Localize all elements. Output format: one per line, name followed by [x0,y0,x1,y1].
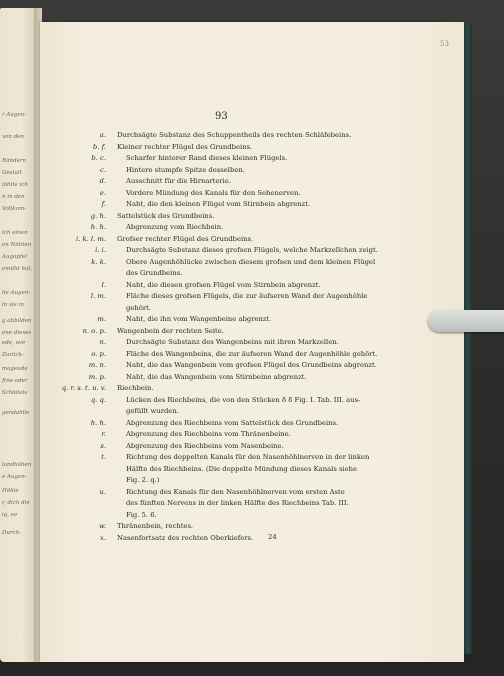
entry-label: b. f. [92,142,106,151]
entry-label: i. k. l. m. [75,234,106,243]
legend-entry [0,407,504,419]
entry-label: c. [100,165,106,174]
entry-label: w. [98,522,106,530]
entry-text: Durchsägte Substanz dieses grofsen Flügels, welche Markzellchen zeigt. [126,246,378,254]
entry-label: b. c. [91,154,106,162]
legend-entry [0,361,504,373]
legend-entry [0,476,504,488]
entry-text: des Grundbeins. [126,269,183,277]
legend-entry [0,396,504,408]
previous-page-text-fragment: ich einen [2,230,28,236]
entry-label: x. [100,533,106,542]
previous-page-text-fragment: r Augen- [2,112,27,118]
previous-page-text-fragment: ede, wie [2,340,26,346]
legend-entry [0,384,504,396]
previous-page-text-fragment: emüht hat, [2,266,33,272]
legend-entry [0,189,504,201]
entry-label: u. [99,487,106,496]
entry-text: Durchsägte Substanz des Schuppentheils des rechten Schläfebeins. [117,131,352,139]
entry-text: Fig. 5. 6. [126,510,157,519]
entry-label: t. [101,453,106,461]
previous-page-text-fragment: in sie in [2,302,24,308]
legend-entry [0,292,504,304]
legend-entry [0,235,504,247]
previous-page-text-fragment: iählte ich [2,182,28,188]
entry-text: gehört. [126,303,151,312]
previous-page-text-fragment: Schädels [2,390,28,396]
legend-entry [0,465,504,477]
legend-entry [0,373,504,385]
legend-entry [0,338,504,350]
entry-text: Grofser rechter Flügel des Grundbeins. [117,234,254,243]
legend-entry [0,304,504,316]
previous-page-text-fragment: Zurück- [2,352,24,358]
entry-label: n. [99,338,106,346]
entry-label: k. k. [91,257,106,266]
legend-entry [0,177,504,189]
entry-text: Thränenbein, rechtes. [117,522,194,530]
entry-label: f. [101,200,106,208]
entry-label: l. [101,280,106,289]
entry-text: Obere Augenhöhlücke zwischen diesem grofsen und dem kleinen Flügel [126,257,376,266]
entry-text: gefüllt wurden. [126,407,179,415]
entry-text: Hälfte des Riechbeins. (Die doppelte Mündung dieses Kanals siehe [126,464,358,473]
previous-page-text-fragment: n in den [2,194,25,200]
entry-text: Lücken des Riechbeins, die von den Stücken δ δ Fig. I. Tab. III. aus- [126,395,361,404]
previous-page-text-fragment: r, dich die [2,500,30,506]
legend-entry [0,281,504,293]
previous-page-text-fragment: Durch- [2,530,22,536]
previous-page-text-fragment: von den [2,134,25,140]
legend-entry [0,499,504,511]
entry-label: m. n. [88,361,106,369]
legend-entry [0,200,504,212]
entry-label: n. o. p. [82,326,106,335]
entry-label: m. p. [88,372,106,381]
page-number: 93 [215,111,228,122]
entry-text: Naht, die das Wangenbein vom Stirnbeine abgrenzt. [126,372,307,381]
entry-text: Sattelstück des Grundbeins. [117,211,215,220]
previous-page-text-fragment: Rändern [2,158,27,164]
entry-text: Vordere Mündung des Kanals für den Sehenerven. [126,188,301,197]
legend-entry [0,453,504,465]
entry-text: Wangenbein der rechten Seite. [117,326,224,335]
legend-entry [0,430,504,442]
entry-label: h. h. [90,418,106,427]
legend-entry [0,223,504,235]
entry-label: r. [101,430,106,438]
previous-page-text-fragment: Vollkom- [2,206,27,212]
entry-text: des fünften Nervens in der linken Hälfte des Riechbeins Tab. III. [126,499,349,507]
legend-entry [0,419,504,431]
entry-label: q. q. [90,395,106,404]
entry-text: Abgrenzung des Riechbeins vom Thränenbeine. [126,430,291,438]
legend-entry [0,154,504,166]
legend-entry [0,269,504,281]
previous-page-text-fragment: e Augen- [2,474,27,480]
legend-entry [0,442,504,454]
corner-pencil-mark: 53 [440,40,449,48]
entry-label: g. h. [90,211,106,220]
entry-text: Richtung des Kanals für den Nasenhöhlnerven vom ersten Aste [126,487,345,496]
entry-text: Naht, die das Wangenbein vom grofsen Flügel des Grundbeins abgrenzt. [126,361,377,369]
legend-entry [0,522,504,534]
entry-text: Naht, die diesen grofsen Flügel vom Stirnbein abgrenzt. [126,280,321,289]
previous-page-text-fragment: Augapfel [2,254,27,260]
legend-entry [0,315,504,327]
legend-entry [0,143,504,155]
entry-label: e. [99,188,106,197]
legend-entry [0,534,504,546]
entry-text: Abgrenzung des Riechbeins vom Sattelstück des Grundbeins. [126,418,339,427]
legend-entry [0,131,504,143]
entry-text: Naht, die den kleinen Flügel vom Stirnbein abgrenzt. [126,200,311,208]
entry-text: Scharfer hinterer Rand dieses kleinen Flügels. [126,154,288,162]
entry-label: o. p. [91,349,106,358]
entry-text: Kleiner rechter Flügel des Grundbeins. [117,142,253,151]
previous-page-text-fragment: ig, so [2,512,17,518]
legend-entry [0,350,504,362]
legend-entry [0,246,504,258]
signature-mark: 24 [268,533,277,541]
legend-entry [0,327,504,339]
previous-page-text-fragment: mageude [2,366,28,372]
entry-text: Richtung des doppelten Kanals für den Nasenhöhlnerven in der linken [126,453,370,461]
previous-page-text-fragment: he Augen- [2,290,31,296]
entry-text: Riechbein. [117,384,154,392]
entry-text: Fig. 2. q.) [126,476,160,484]
previous-page-text-fragment: en Näthen [2,242,32,248]
entry-text: Fläche des Wangenbeins, die zur äufseren Wand der Augenhöhle gehört. [126,349,378,358]
entry-label: s. [100,441,106,450]
entry-text: Hintere stumpfe Spitze desselben. [126,165,245,174]
legend-entry [0,212,504,224]
previous-page-text-fragment: ene dieses [2,330,32,336]
entry-label: a. [99,131,106,139]
previous-page-text-fragment: gendahlle [2,410,30,416]
entry-label: q. r. s. t. u. v. [61,384,106,392]
entry-label: l. m. [90,292,106,300]
legend-entry [0,166,504,178]
entry-label: h. h. [90,223,106,231]
entry-text: Naht, die ihn vom Wangenbeine abgrenzt. [126,315,272,323]
legend-entry [0,488,504,500]
entry-label: m. [97,315,106,323]
entry-text: Abgrenzung des Riechbeins vom Nasenbeine. [126,441,284,450]
previous-page-text-fragment: g abbilden [2,318,32,324]
entry-text: Fläche dieses grofsen Flügels, die zur äufseren Wand der Augenhöhle [126,292,368,300]
entry-text: Ausschnitt für die Hirnarterie. [126,177,232,185]
entry-text: Nasenfortsatz des rechten Oberkiefers. [117,533,254,542]
previous-page-text-fragment: Höhle [2,488,19,494]
entry-label: i. i. [95,246,106,254]
previous-page-text-fragment: ftne oder [2,378,28,384]
entry-text: Durchsägte Substanz des Wangenbeins mit ihren Markzellen. [126,338,339,346]
entry-label: d. [99,177,106,185]
entry-text: Abgrenzung vom Riechbein. [126,223,224,231]
legend-entry [0,258,504,270]
previous-page-text-fragment: Gestalt [2,170,22,176]
legend-entry [0,511,504,523]
previous-page-text-fragment: landhöhen [2,462,32,468]
